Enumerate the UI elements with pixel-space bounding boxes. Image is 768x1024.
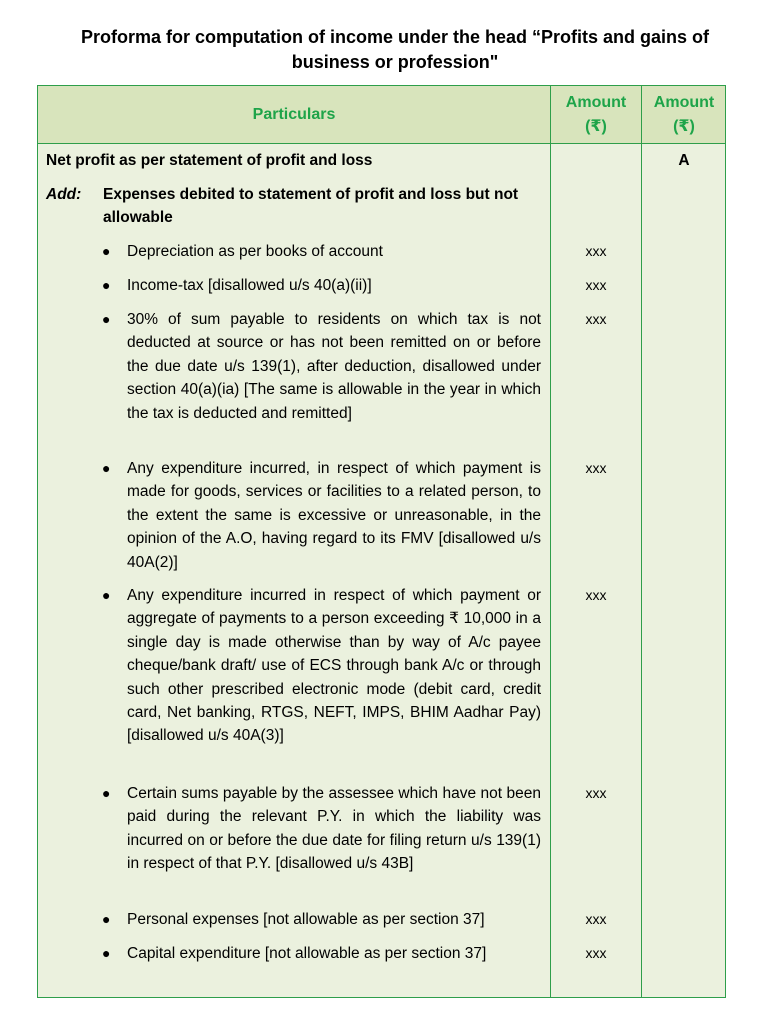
- column-divider: [550, 86, 551, 997]
- bullet-icon: ●: [102, 460, 111, 476]
- header-amount-1-unit: (₹): [585, 117, 607, 135]
- bullet-icon: ●: [102, 587, 111, 603]
- item-text: Any expenditure incurred in respect of which payment or aggregate of payments to a person exceeding ₹ 10,000 in a single day is made otherwise than by way of A/c payee cheque/bank draft/ use of ECS through bank A/c or through such other prescribed electronic mode (debit card, credit card, Net banking, RTGS, NEFT, IMPS, BHIM Aadhar Pay) [disallowed u/s 40A(3)]: [127, 587, 541, 745]
- net-profit-label: Net profit as per statement of profit and loss: [46, 152, 373, 169]
- bullet-icon: ●: [102, 311, 111, 327]
- page-title: Proforma for computation of income under the head “Profits and gains of business or profession": [80, 27, 710, 72]
- item-amount: xxx: [585, 311, 607, 327]
- column-divider: [641, 86, 642, 997]
- bullet-icon: ●: [102, 785, 111, 801]
- bullet-icon: ●: [102, 243, 111, 259]
- item-amount: xxx: [585, 243, 607, 259]
- add-heading: Expenses debited to statement of profit and loss but not allowable: [103, 186, 519, 227]
- item-amount: xxx: [585, 785, 607, 801]
- bullet-icon: ●: [102, 911, 111, 927]
- item-text: Certain sums payable by the assessee which have not been paid during the relevant P.Y. in which the liability was incurred on or before the due date for filing return u/s 139(1) in respect of that P.Y. [disallowed u/s 43B]: [127, 785, 541, 873]
- item-amount: xxx: [585, 911, 607, 927]
- header-amount-2-unit: (₹): [673, 117, 695, 135]
- bullet-icon: ●: [102, 277, 111, 293]
- item-text: Capital expenditure [not allowable as per section 37]: [127, 945, 487, 962]
- header-amount-2-label: Amount: [653, 93, 715, 111]
- item-amount: xxx: [585, 277, 607, 293]
- header-amount-1: [551, 86, 641, 143]
- header-amount-2: [642, 86, 726, 143]
- header-amount-1-label: Amount: [565, 93, 627, 111]
- item-amount: xxx: [585, 945, 607, 961]
- add-label: Add:: [46, 186, 82, 203]
- item-text: Income-tax [disallowed u/s 40(a)(ii)]: [127, 277, 372, 294]
- header-particulars-label: Particulars: [252, 105, 336, 123]
- item-text: Any expenditure incurred, in respect of which payment is made for goods, services or facilities to a related person, to the extent the same is excessive or unreasonable, in the opinion of the A.O, having regard to its FMV [disallowed u/s 40A(2)]: [127, 460, 541, 571]
- net-profit-amount: A: [678, 152, 690, 169]
- bullet-icon: ●: [102, 945, 111, 961]
- item-amount: xxx: [585, 460, 607, 476]
- item-text: Personal expenses [not allowable as per section 37]: [127, 911, 485, 928]
- item-amount: xxx: [585, 587, 607, 603]
- proforma-table: [37, 85, 726, 998]
- item-text: Depreciation as per books of account: [127, 243, 383, 260]
- item-text: 30% of sum payable to residents on which tax is not deducted at source or has not been remitted on or before the due date u/s 139(1), after deduction, disallowed under section 40(a)(ia) [The same is allowable in the year in which the tax is deducted and remitted]: [127, 311, 541, 422]
- header-particulars: [38, 86, 550, 143]
